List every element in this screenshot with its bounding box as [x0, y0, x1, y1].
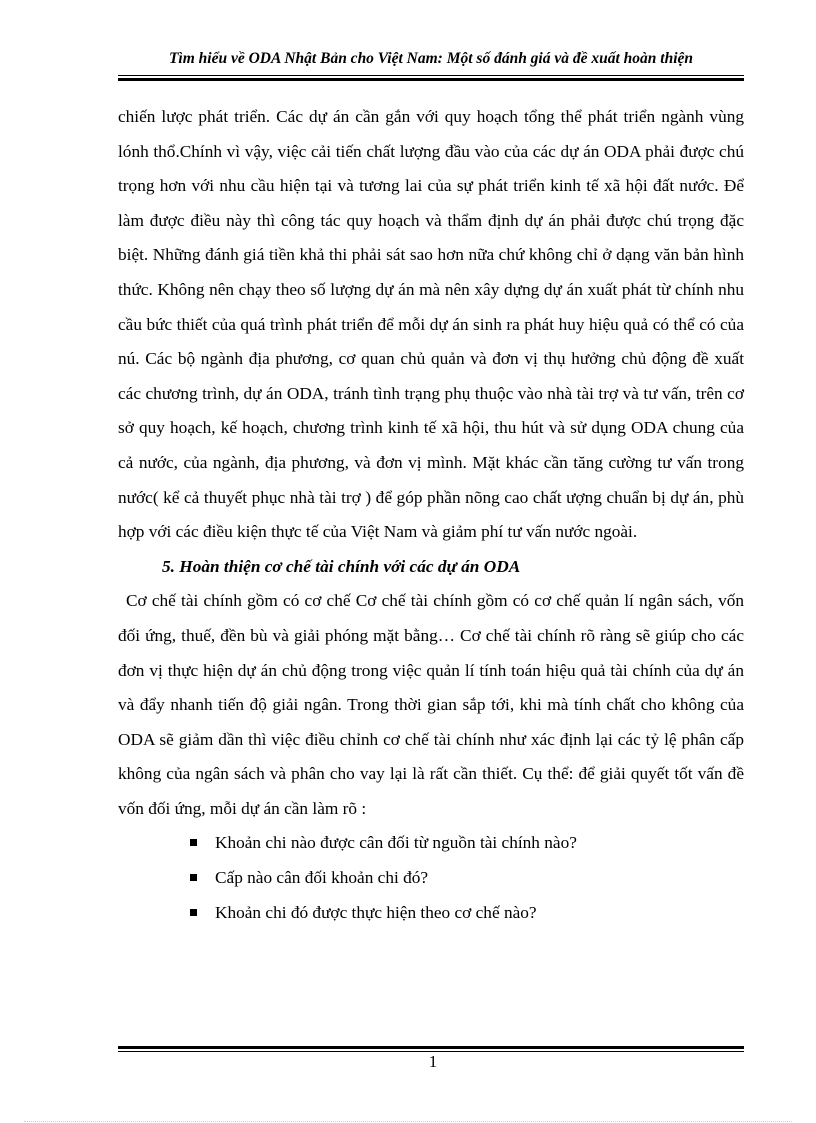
square-bullet-icon: [190, 839, 197, 846]
body-text: [118, 100, 744, 930]
square-bullet-icon: [190, 874, 197, 881]
section-heading: 5. Hoàn thiện cơ chế tài chính với các dự án ODA: [162, 556, 521, 576]
page-edge-dotted-line: [24, 1121, 792, 1122]
list-item: Khoản chi nào được cân đối từ nguồn tài chính nào?: [186, 826, 744, 861]
running-header: Tìm hiểu về ODA Nhật Bản cho Việt Nam: Một số đánh giá và đề xuất hoàn thiện: [168, 50, 694, 67]
paragraph: Cơ chế tài chính gồm có cơ chế Cơ chế tài chính gồm có cơ chế quản lí ngân sách, vốn đối ứng, thuế, đền bù và giải phóng mặt bằng… Cơ chế tài chính rõ ràng sẽ giúp cho các đơn vị thực hiện dự án chủ động trong việc quản lí tính toán hiệu quả tài chính của dự án và đẩy nhanh tiến độ giải ngân. Trong thời gian sắp tới, khi mà tính chất cho không của ODA sẽ giảm dần thì việc điều chỉnh cơ chế tài chính như xác định lại các tỷ lệ phân cấp không của ngân sách và phân cho vay lại là rất cần thiết. Cụ thể: để giải quyết tốt vấn đề vốn đối ứng, mỗi dự án cần làm rõ :: [118, 591, 744, 818]
footer-rule-thick: [118, 1046, 744, 1049]
square-bullet-icon: [190, 909, 197, 916]
paragraph: chiến lược phát triển. Các dự án cần gắn với quy hoạch tổng thể phát triển ngành vùng lónh thổ.Chính vì vậy, việc cải tiến chất lượng đầu vào của các dự án ODA phải được chú trọng hơn với nhu cầu hiện tại và tương lai của sự phát triển kinh tế xã hội đất nước. Để làm được điều này thì công tác quy hoạch và thẩm định dự án phải được chú trọng đặc biệt. Những đánh giá tiền khả thi phải sát sao hơn nữa chứ không chỉ ở dạng văn bản hình thức. Không nên chạy theo số lượng dự án mà nên xây dựng dự án xuất phát từ chính nhu cầu bức thiết của quá trình phát triển để mỗi dự án sinh ra phát huy hiệu quả có thể có của nú. Các bộ ngành địa phương, cơ quan chủ quản và đơn vị thụ hưởng chủ động đề xuất các chương trình, dự án ODA, tránh tình trạng phụ thuộc vào nhà tài trợ và tư vấn, trên cơ sở quy hoạch, kế hoạch, chương trình kinh tế xã hội, thu hút và sử dụng ODA chung của cả nước, của ngành, địa phương, và đơn vị mình. Mặt khác cần tăng cường tư vấn trong nước( kể cả thuyết phục nhà tài trợ ) để góp phần nõng cao chất ượng chuẩn bị dự án, phù hợp với các điều kiện thực tế của Việt Nam và giảm phí tư vấn nước ngoài.: [118, 107, 744, 542]
bullet-list: [118, 826, 744, 930]
list-item: Khoản chi đó được thực hiện theo cơ chế nào?: [186, 896, 744, 931]
header-rule-thin: [118, 75, 744, 76]
list-item: Cấp nào cân đối khoản chi đó?: [186, 861, 744, 896]
header-rule-thick: [118, 78, 744, 81]
page-number: 1: [428, 1052, 438, 1071]
